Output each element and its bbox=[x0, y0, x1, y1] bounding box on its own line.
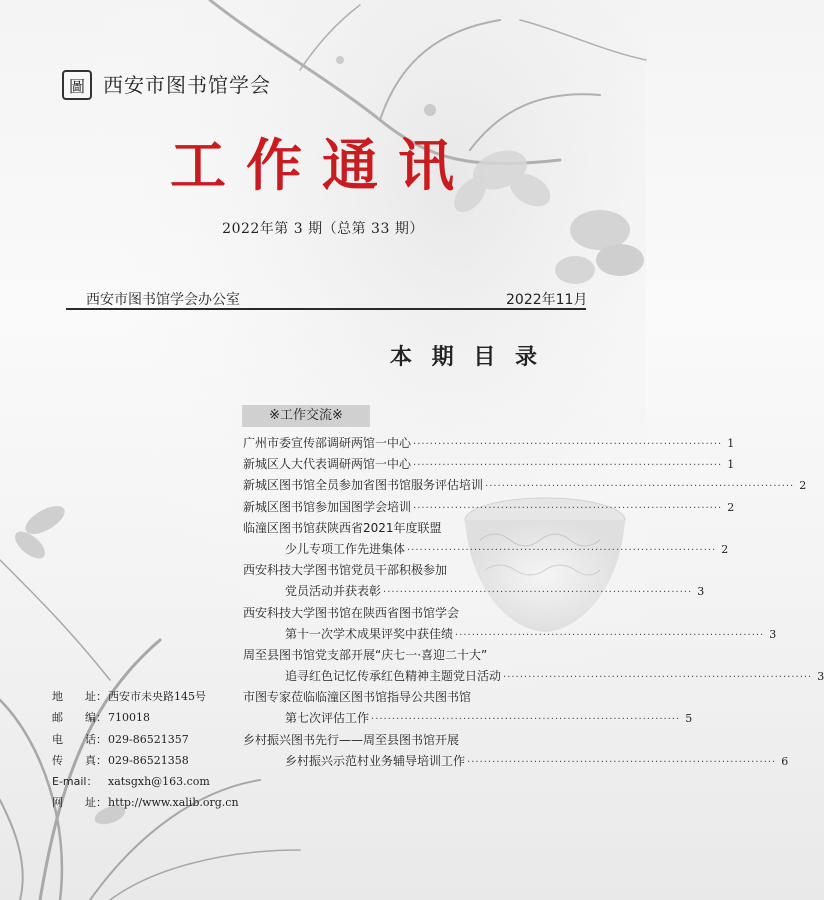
toc-heading: 本 期 目 录 bbox=[390, 345, 543, 370]
toc-entry[interactable] bbox=[243, 454, 735, 475]
contact-value: 029-86521358 bbox=[108, 753, 189, 767]
contact-label: 地 址： bbox=[52, 690, 107, 703]
toc-entry[interactable] bbox=[243, 518, 729, 560]
toc-entry-title-cont: 第十一次学术成果评奖中获佳绩 bbox=[285, 626, 454, 641]
contact-label: 邮 编： bbox=[52, 711, 107, 725]
newsletter-title: 工作通讯 bbox=[170, 134, 474, 199]
contact-label: 传 真： bbox=[52, 753, 107, 767]
toc-entry-title: 西安科技大学图书馆党员干部积极参加 bbox=[243, 563, 448, 578]
section-label: ※工作交流※ bbox=[242, 405, 370, 427]
masthead-divider bbox=[66, 308, 586, 310]
dot-leader: ·········································································· bbox=[413, 460, 723, 472]
contact-phone bbox=[52, 729, 239, 750]
toc-page-number: 3 bbox=[817, 670, 824, 684]
dot-leader: ·········································································· bbox=[485, 481, 795, 493]
toc-entry-title: 广州市委宣传部调研两馆一中心 bbox=[243, 436, 412, 450]
toc-entry[interactable] bbox=[243, 730, 789, 772]
contact-website[interactable] bbox=[52, 792, 239, 813]
toc-page-number: 2 bbox=[727, 500, 735, 514]
toc-entry-title: 西安科技大学图书馆在陕西省图书馆学会 bbox=[243, 605, 460, 620]
toc-page-number: 3 bbox=[697, 585, 705, 599]
dot-leader: ·········································································· bbox=[455, 629, 765, 641]
toc-entry-title: 新城区人大代表调研两馆一中心 bbox=[243, 457, 412, 472]
toc-page-number: 6 bbox=[781, 754, 789, 768]
toc-page-number: 2 bbox=[721, 542, 729, 556]
toc-entry-title: 新城区图书馆全员参加省图书馆服务评估培训 bbox=[243, 478, 484, 493]
toc-entry-title: 临潼区图书馆获陕西省2021年度联盟 bbox=[243, 520, 442, 535]
contact-label: 网 址： bbox=[52, 796, 107, 810]
org-name: 西安市图书馆学会 bbox=[103, 73, 271, 97]
table-of-contents bbox=[243, 433, 824, 772]
contact-postcode bbox=[52, 707, 239, 728]
toc-entry[interactable] bbox=[243, 560, 705, 602]
contact-value: http://www.xalib.org.cn bbox=[108, 796, 239, 810]
dot-leader: ·········································································· bbox=[371, 714, 681, 726]
contact-address bbox=[52, 686, 239, 707]
contact-info bbox=[52, 686, 239, 814]
logo-glyph: 圖 bbox=[68, 76, 85, 96]
toc-entry-title: 乡村振兴图书先行——周至县图书馆开展 bbox=[243, 732, 460, 747]
toc-entry-title-cont: 党员活动并获表彰 bbox=[285, 584, 382, 599]
dot-leader: ·········································································· bbox=[467, 756, 777, 768]
contact-value: 029-86521357 bbox=[108, 732, 189, 746]
contact-fax bbox=[52, 750, 239, 771]
toc-entry-title: 周至县图书馆党支部开展“庆七一·喜迎二十大” bbox=[243, 647, 488, 662]
contact-label: 电 话： bbox=[52, 732, 107, 746]
toc-entry[interactable] bbox=[243, 687, 693, 729]
issue-number: 2022年第 3 期（总第 33 期） bbox=[222, 221, 424, 237]
toc-entry[interactable] bbox=[243, 603, 777, 645]
toc-page-number: 1 bbox=[727, 437, 735, 450]
dot-leader: ·········································································· bbox=[503, 672, 813, 684]
toc-entry[interactable] bbox=[243, 433, 735, 454]
toc-entry-title: 市图专家莅临临潼区图书馆指导公共图书馆 bbox=[243, 690, 472, 705]
toc-entry-title: 新城区图书馆参加国图学会培训 bbox=[243, 499, 412, 514]
contact-label: E-mail： bbox=[52, 775, 98, 789]
dot-leader: ·········································································· bbox=[413, 502, 723, 514]
toc-page-number: 2 bbox=[799, 479, 807, 493]
toc-entry-title-cont: 第七次评估工作 bbox=[285, 711, 370, 726]
toc-entry[interactable] bbox=[243, 475, 807, 496]
toc-entry-title-cont: 少儿专项工作先进集体 bbox=[285, 541, 406, 556]
publisher-office: 西安市图书馆学会办公室 bbox=[86, 292, 240, 308]
library-society-logo bbox=[62, 70, 92, 100]
dot-leader: ·········································································· bbox=[407, 544, 717, 556]
toc-page-number: 1 bbox=[727, 458, 735, 472]
contact-value: 710018 bbox=[108, 711, 150, 725]
contact-value: 西安市未央路145号 bbox=[108, 690, 206, 703]
dot-leader: ·········································································· bbox=[383, 587, 693, 599]
toc-page-number: 5 bbox=[685, 712, 693, 726]
toc-entry-title-cont: 乡村振兴示范村业务辅导培训工作 bbox=[285, 753, 466, 768]
publish-date: 2022年11月 bbox=[506, 292, 588, 308]
toc-page-number: 3 bbox=[769, 627, 777, 641]
toc-entry[interactable] bbox=[243, 645, 824, 687]
contact-value: xatsgxh@163.com bbox=[108, 775, 210, 789]
toc-entry[interactable] bbox=[243, 497, 735, 518]
dot-leader: ·········································································· bbox=[413, 439, 723, 450]
contact-email[interactable] bbox=[52, 771, 239, 792]
toc-entry-title-cont: 追寻红色记忆传承红色精神主题党日活动 bbox=[285, 669, 502, 684]
